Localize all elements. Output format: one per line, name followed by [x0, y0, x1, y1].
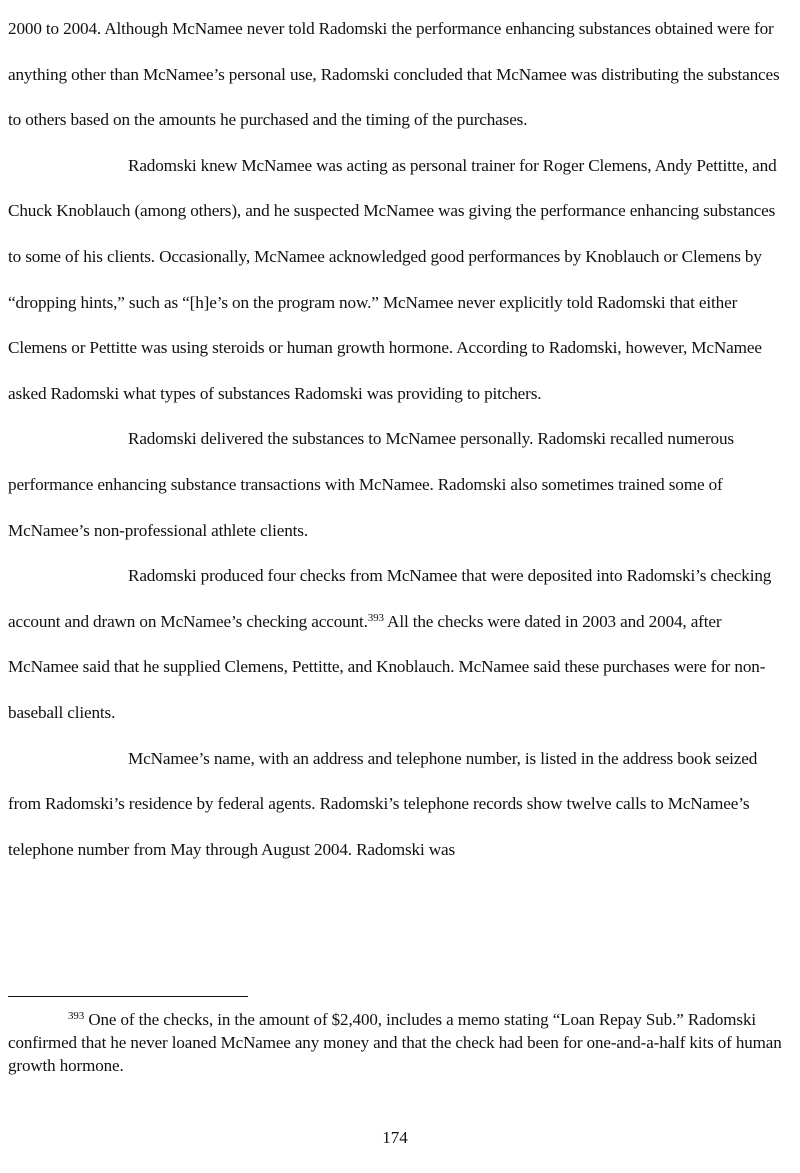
footnote-text: One of the checks, in the amount of $2,400, includes a memo stating “Loan Repay Sub.” Radomski confirmed that he never loaned McNamee any money and that the check had been for one-and-a-half kits of human growth hormone. — [8, 1010, 782, 1075]
page-number: 174 — [382, 1128, 408, 1147]
paragraph-3: Radomski delivered the substances to McNamee personally. Radomski recalled numerous performance enhancing substance transactions with McNamee. Radomski also sometimes trained some of McNamee’s non-professional athlete clients. — [8, 429, 734, 540]
paragraph-4-text-after-ref: All the checks were dated in 2003 and 2004, after McNamee said that he supplied Clemens, Pettitte, and Knoblauch. McNamee said these purchases were for non-baseball clients. — [8, 611, 766, 722]
paragraph-4-text-before-ref: Radomski produced four checks from McNamee that were deposited into Radomski’s checking account and drawn on McNamee’s checking account. — [8, 566, 772, 631]
body-text — [8, 6, 782, 872]
footnote-separator — [8, 996, 248, 997]
paragraph-5: McNamee’s name, with an address and telephone number, is listed in the address book seized from Radomski’s residence by federal agents. Radomski’s telephone records show twelve calls to McNamee’s telephone number from May through August 2004. Radomski was — [8, 748, 758, 859]
footnote — [8, 1008, 782, 1077]
paragraph-4 — [8, 553, 782, 735]
footnote-reference[interactable]: 393 — [367, 611, 384, 624]
paragraph-1: 2000 to 2004. Although McNamee never told Radomski the performance enhancing substances obtained were for anything other than McNamee’s personal use, Radomski concluded that McNamee was distributing the substances to others based on the amounts he purchased and the timing of the purchases. — [8, 19, 780, 130]
paragraph-2: Radomski knew McNamee was acting as personal trainer for Roger Clemens, Andy Pettitte, and Chuck Knoblauch (among others), and he suspected McNamee was giving the performance enhancing substances to some of his clients. Occasionally, McNamee acknowledged good performances by Knoblauch or Clemens by “dropping hints,” such as “[h]e’s on the program now.” McNamee never explicitly told Radomski that either Clemens or Pettitte was using steroids or human growth hormone. According to Radomski, however, McNamee asked Radomski what types of substances Radomski was providing to pitchers. — [8, 155, 777, 403]
footnote-number: 393 — [68, 1010, 85, 1022]
